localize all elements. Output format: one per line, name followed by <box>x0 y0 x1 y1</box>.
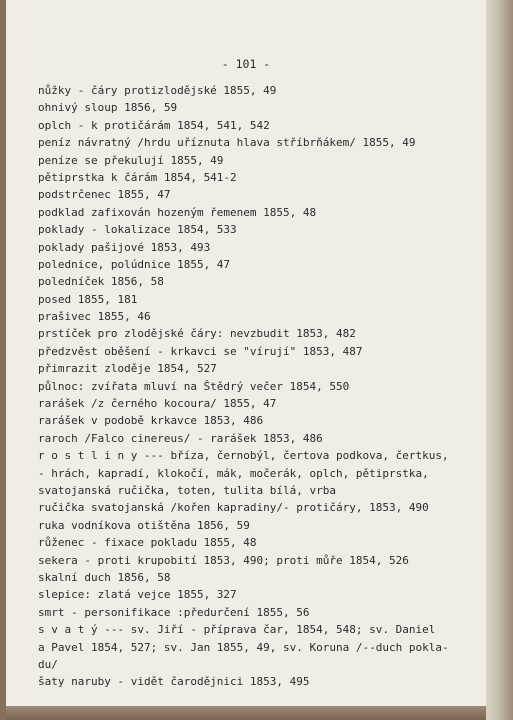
document-page <box>6 0 486 706</box>
index-entry: smrt - personifikace :předurčení 1855, 56 <box>38 605 310 619</box>
index-entry: ručička svatojanská /kořen kapradiny/- protičáry, 1853, 490 <box>38 501 429 515</box>
index-entry: slepice: zlatá vejce 1855, 327 <box>38 588 237 602</box>
index-entry: - hrách, kapradí, klokočí, mák, močerák, oplch, pětiprstka, <box>38 466 429 480</box>
index-entry: r o s t l i n y --- bříza, černobýl, čertova podkova, čertkus, <box>38 449 449 463</box>
index-entry: rarášek /z černého kocoura/ 1855, 47 <box>38 397 277 411</box>
index-entry: ruka vodníkova otištěna 1856, 59 <box>38 518 250 532</box>
index-entry: šaty naruby - vidět čarodějnici 1853, 495 <box>38 675 310 689</box>
index-entry: předzvěst oběšení - krkavci se "vírují" 1853, 487 <box>38 344 363 358</box>
index-entry: skalní duch 1856, 58 <box>38 570 171 584</box>
index-entry: peníz návratný /hrdu uříznuta hlava stříbrňákem/ 1855, 49 <box>38 136 416 150</box>
index-entry: oplch - k protičárám 1854, 541, 542 <box>38 118 270 132</box>
index-entry: rarášek v podobě krkavce 1853, 486 <box>38 414 264 428</box>
index-entry: sekera - proti krupobití 1853, 490; proti můře 1854, 526 <box>38 553 409 567</box>
page-stack-edge <box>486 0 513 720</box>
index-entry: svatojanská ručička, toten, tulita bílá, vrba <box>38 483 337 497</box>
index-entry: růženec - fixace pokladu 1855, 48 <box>38 536 257 550</box>
index-entry: půlnoc: zvířata mluví na Štědrý večer 1854, 550 <box>38 379 350 393</box>
index-entry: du/ <box>38 657 58 671</box>
index-entry: podklad zafixován hozeným řemenem 1855, 48 <box>38 205 317 219</box>
index-entry: prstíček pro zlodějské čáry: nevzbudit 1853, 482 <box>38 327 356 341</box>
index-entry: poklady pašijové 1853, 493 <box>38 240 211 254</box>
index-entry: polednice, polúdnice 1855, 47 <box>38 257 231 271</box>
index-entry: ohnivý sloup 1856, 59 <box>38 101 178 115</box>
index-entry: s v a t ý --- sv. Jiří - příprava čar, 1854, 548; sv. Daniel <box>38 623 436 637</box>
index-entry: poledníček 1856, 58 <box>38 275 164 289</box>
page-bottom-edge <box>6 706 486 720</box>
index-entry: posed 1855, 181 <box>38 292 138 306</box>
index-entry: nůžky - čáry protizlodějské 1855, 49 <box>38 84 277 97</box>
page-number: - 101 - <box>221 57 271 71</box>
index-entry: poklady - lokalizace 1854, 533 <box>38 223 237 237</box>
index-entries <box>38 82 482 691</box>
index-entry: přimrazit zloděje 1854, 527 <box>38 362 217 376</box>
index-entry: a Pavel 1854, 527; sv. Jan 1855, 49, sv. Koruna /--duch pokla- <box>38 640 449 654</box>
index-entry: prašivec 1855, 46 <box>38 310 151 324</box>
index-entry: peníze se překulují 1855, 49 <box>38 153 224 167</box>
index-entry: pětiprstka k čárám 1854, 541-2 <box>38 170 237 184</box>
index-entry: podstrčenec 1855, 47 <box>38 188 171 202</box>
index-entry: raroch /Falco cinereus/ - rarášek 1853, 486 <box>38 431 323 445</box>
